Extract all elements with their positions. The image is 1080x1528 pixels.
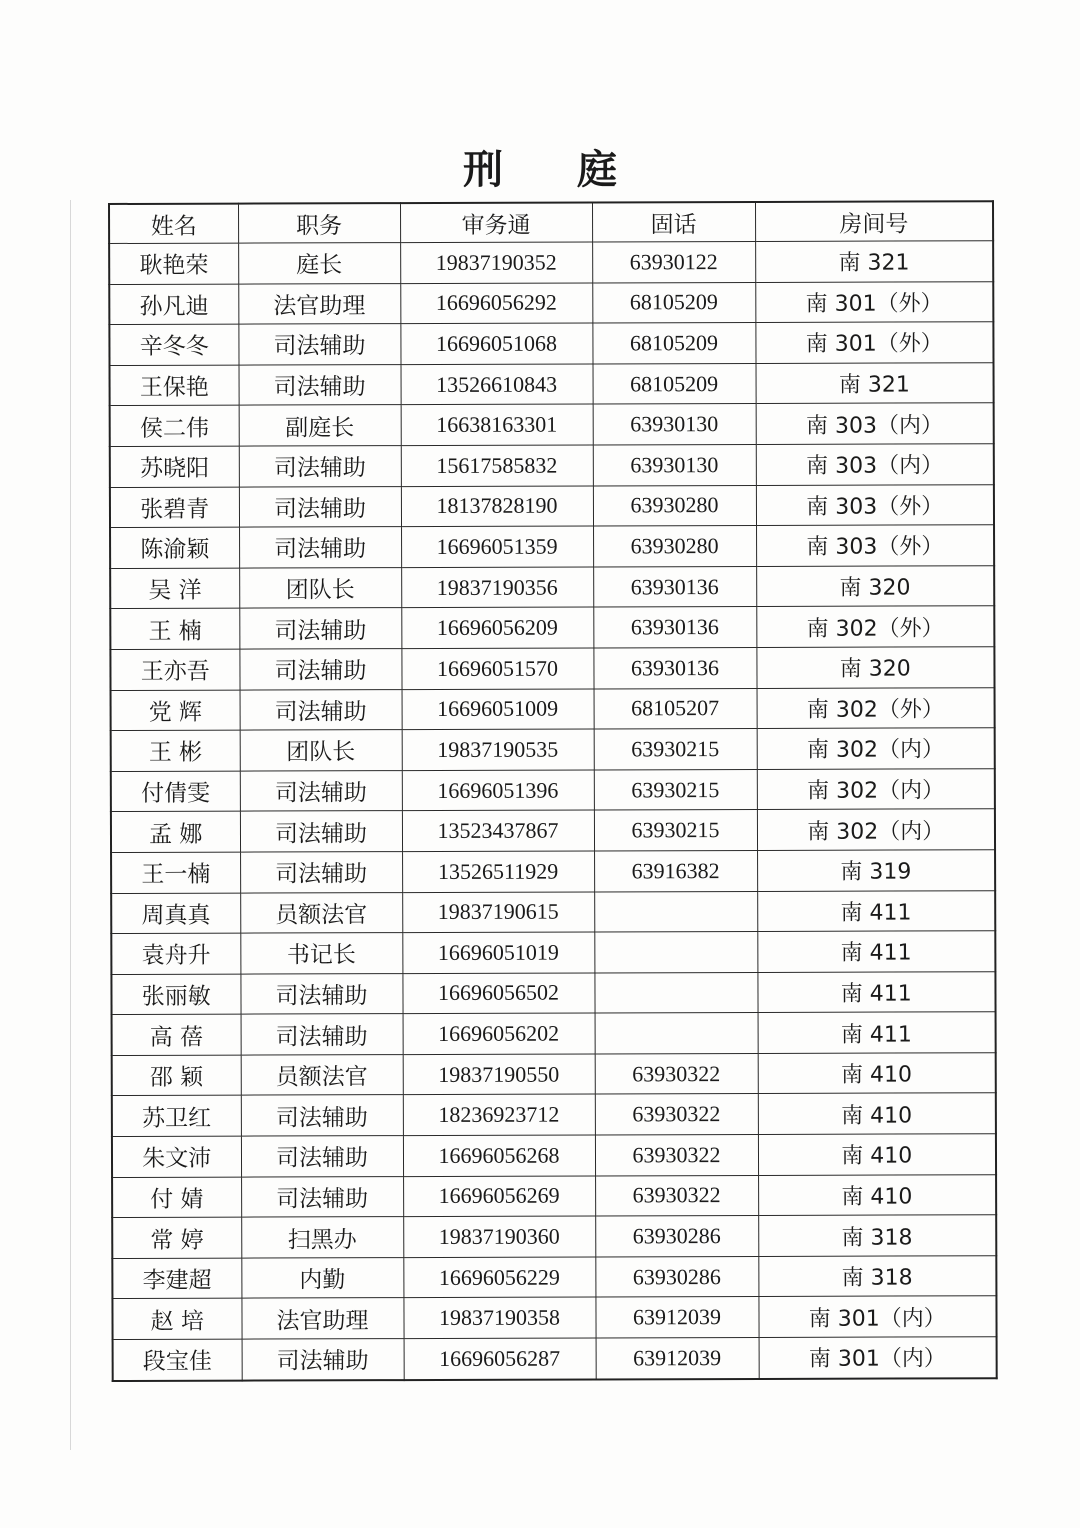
cell-name: 耿艳荣 <box>109 243 238 284</box>
cell-room: 南 303（外） <box>756 525 994 566</box>
table-row <box>110 606 994 649</box>
cell-landline: 63930280 <box>593 526 756 567</box>
cell-name: 高 蓓 <box>112 1014 241 1055</box>
table-row <box>110 565 994 608</box>
cell-role: 团队长 <box>240 730 402 771</box>
cell-role: 司法辅助 <box>241 1176 403 1217</box>
cell-role: 员额法官 <box>240 892 402 933</box>
table-row <box>110 525 994 568</box>
table-row <box>112 1093 996 1136</box>
table-header-row <box>109 201 993 243</box>
cell-role: 司法辅助 <box>240 689 402 730</box>
cell-room: 南 321 <box>755 241 993 282</box>
cell-role: 司法辅助 <box>240 973 402 1014</box>
cell-role: 司法辅助 <box>241 1014 403 1055</box>
cell-room: 南 319 <box>757 850 995 891</box>
table-row <box>112 1256 996 1299</box>
cell-mobile: 16696056268 <box>403 1135 595 1176</box>
cell-name: 付 婧 <box>112 1177 241 1218</box>
cell-landline: 63930280 <box>593 485 756 526</box>
table-row <box>111 890 995 933</box>
cell-name: 朱文沛 <box>112 1136 241 1177</box>
cell-role: 司法辅助 <box>238 324 400 365</box>
cell-mobile: 16638163301 <box>401 404 593 445</box>
cell-landline: 63930322 <box>595 1135 758 1176</box>
cell-role: 司法辅助 <box>242 1339 404 1381</box>
cell-role: 司法辅助 <box>239 527 401 568</box>
cell-name: 周真真 <box>111 893 240 934</box>
cell-name: 王保艳 <box>110 365 239 406</box>
cell-room: 南 411 <box>757 890 995 931</box>
cell-mobile: 18236923712 <box>403 1094 595 1135</box>
cell-name: 袁舟升 <box>111 933 240 974</box>
cell-mobile: 13526610843 <box>401 364 593 405</box>
cell-mobile: 19837190358 <box>403 1297 595 1338</box>
binding-margin-line <box>70 200 71 1450</box>
cell-mobile: 13526511929 <box>402 851 594 892</box>
cell-name: 张碧青 <box>110 487 239 528</box>
cell-room: 南 302（外） <box>756 606 994 647</box>
cell-name: 常 婷 <box>112 1217 241 1258</box>
cell-room: 南 302（内） <box>757 728 995 769</box>
cell-room: 南 303（外） <box>756 484 994 525</box>
cell-mobile: 15617585832 <box>401 445 593 486</box>
cell-role: 司法辅助 <box>240 851 402 892</box>
cell-role: 司法辅助 <box>239 486 401 527</box>
cell-role: 司法辅助 <box>241 1095 403 1136</box>
cell-landline: 63930215 <box>594 769 757 810</box>
cell-landline: 63916382 <box>594 850 757 891</box>
cell-role: 司法辅助 <box>239 649 401 690</box>
cell-landline: 63912039 <box>596 1337 759 1379</box>
header-name: 姓名 <box>109 204 238 244</box>
table-row <box>111 971 995 1014</box>
cell-landline: 63930322 <box>595 1053 758 1094</box>
table-row <box>111 687 995 730</box>
cell-mobile: 19837190352 <box>400 242 592 283</box>
cell-room: 南 320 <box>756 565 994 606</box>
table-row <box>110 484 994 527</box>
cell-landline: 63930122 <box>592 241 755 282</box>
cell-name: 苏晓阳 <box>110 446 239 487</box>
table-row <box>112 1053 996 1096</box>
cell-mobile: 19837190615 <box>402 891 594 932</box>
cell-name: 侯二伟 <box>110 405 239 446</box>
cell-room: 南 301（内） <box>758 1296 996 1337</box>
cell-landline: 63912039 <box>595 1297 758 1338</box>
cell-mobile: 16696056202 <box>403 1013 595 1054</box>
cell-landline <box>595 1013 758 1054</box>
table-row <box>111 809 995 852</box>
table-row <box>110 647 994 690</box>
cell-landline <box>594 932 757 973</box>
cell-mobile: 19837190356 <box>401 567 593 608</box>
cell-room: 南 410 <box>758 1134 996 1175</box>
cell-landline: 63930322 <box>595 1175 758 1216</box>
cell-landline: 63930286 <box>595 1256 758 1297</box>
cell-room: 南 303（内） <box>756 403 994 444</box>
cell-name: 王一楠 <box>111 852 240 893</box>
cell-mobile: 19837190535 <box>402 729 594 770</box>
cell-mobile: 16696056269 <box>403 1176 595 1217</box>
cell-name: 苏卫红 <box>112 1096 241 1137</box>
cell-name: 王亦吾 <box>110 649 239 690</box>
cell-role: 员额法官 <box>241 1054 403 1095</box>
cell-room: 南 411 <box>758 1012 996 1053</box>
cell-name: 赵 培 <box>112 1299 241 1340</box>
cell-mobile: 16696051009 <box>402 689 594 730</box>
cell-mobile: 18137828190 <box>401 486 593 527</box>
table-row <box>110 403 994 446</box>
cell-role: 司法辅助 <box>239 364 401 405</box>
table-row <box>111 768 995 811</box>
cell-role: 扫黑办 <box>241 1217 403 1258</box>
table-row <box>111 850 995 893</box>
cell-mobile: 16696056229 <box>403 1257 595 1298</box>
cell-mobile: 16696051019 <box>402 932 594 973</box>
cell-landline: 63930136 <box>593 607 756 648</box>
table-row <box>113 1337 997 1381</box>
table-row <box>112 1296 996 1339</box>
table-row <box>112 1134 996 1177</box>
cell-role: 司法辅助 <box>240 811 402 852</box>
cell-landline <box>594 972 757 1013</box>
page-title: 刑 庭 <box>463 146 647 193</box>
cell-room: 南 302（内） <box>757 768 995 809</box>
cell-role: 司法辅助 <box>241 1136 403 1177</box>
table-row <box>112 1174 996 1217</box>
cell-landline: 63930322 <box>595 1094 758 1135</box>
cell-room: 南 302（外） <box>757 687 995 728</box>
cell-role: 法官助理 <box>241 1298 403 1339</box>
cell-role: 书记长 <box>240 933 402 974</box>
cell-role: 司法辅助 <box>240 770 402 811</box>
table-row <box>109 241 993 284</box>
cell-mobile: 16696056209 <box>401 607 593 648</box>
cell-landline: 63930130 <box>593 404 756 445</box>
cell-name: 辛冬冬 <box>109 324 238 365</box>
header-room: 房间号 <box>755 201 993 241</box>
cell-name: 李建超 <box>112 1258 241 1299</box>
cell-room: 南 301（内） <box>759 1337 997 1379</box>
cell-landline: 68105209 <box>592 323 755 364</box>
cell-name: 孙凡迪 <box>109 284 238 325</box>
cell-mobile: 19837190360 <box>403 1216 595 1257</box>
header-role: 职务 <box>238 203 400 243</box>
cell-landline: 63930215 <box>594 729 757 770</box>
cell-landline <box>594 891 757 932</box>
cell-room: 南 410 <box>758 1053 996 1094</box>
cell-room: 南 301（外） <box>755 322 993 363</box>
cell-room: 南 410 <box>758 1174 996 1215</box>
cell-landline: 63930136 <box>593 647 756 688</box>
table-row <box>109 322 993 365</box>
cell-name: 陈渝颖 <box>110 527 239 568</box>
cell-name: 张丽敏 <box>111 974 240 1015</box>
cell-room: 南 411 <box>757 971 995 1012</box>
cell-landline: 68105209 <box>593 363 756 404</box>
cell-landline: 68105207 <box>594 688 757 729</box>
cell-role: 法官助理 <box>238 283 400 324</box>
table-row <box>110 363 994 406</box>
cell-room: 南 318 <box>758 1256 996 1297</box>
table-row <box>111 728 995 771</box>
cell-room: 南 411 <box>757 931 995 972</box>
cell-landline: 63930130 <box>593 444 756 485</box>
cell-mobile: 16696051068 <box>400 323 592 364</box>
cell-mobile: 13523437867 <box>402 810 594 851</box>
cell-mobile: 16696056287 <box>404 1338 596 1380</box>
cell-mobile: 16696051396 <box>402 770 594 811</box>
cell-role: 庭长 <box>238 243 400 284</box>
cell-name: 王 楠 <box>110 608 239 649</box>
cell-landline: 63930215 <box>594 810 757 851</box>
cell-mobile: 19837190550 <box>403 1054 595 1095</box>
cell-role: 司法辅助 <box>239 446 401 487</box>
staff-directory-table <box>108 200 998 1381</box>
cell-room: 南 320 <box>756 647 994 688</box>
cell-room: 南 303（内） <box>756 444 994 485</box>
cell-room: 南 301（外） <box>755 281 993 322</box>
cell-role: 团队长 <box>239 567 401 608</box>
cell-room: 南 302（内） <box>757 809 995 850</box>
cell-mobile: 16696051359 <box>401 526 593 567</box>
cell-role: 内勤 <box>241 1257 403 1298</box>
cell-name: 吴 洋 <box>110 568 239 609</box>
table-row <box>112 1215 996 1258</box>
table-row <box>112 1012 996 1055</box>
header-mobile: 审务通 <box>400 202 592 242</box>
cell-landline: 63930136 <box>593 566 756 607</box>
cell-role: 副庭长 <box>239 405 401 446</box>
table-row <box>111 931 995 974</box>
table-row <box>109 281 993 324</box>
cell-name: 王 彬 <box>111 730 240 771</box>
cell-name: 段宝佳 <box>113 1339 242 1380</box>
cell-room: 南 321 <box>756 363 994 404</box>
cell-name: 孟 娜 <box>111 811 240 852</box>
cell-mobile: 16696051570 <box>401 648 593 689</box>
cell-landline: 63930286 <box>595 1216 758 1257</box>
cell-role: 司法辅助 <box>239 608 401 649</box>
cell-mobile: 16696056292 <box>400 283 592 324</box>
cell-room: 南 318 <box>758 1215 996 1256</box>
cell-name: 党 辉 <box>111 690 240 731</box>
cell-landline: 68105209 <box>592 282 755 323</box>
cell-room: 南 410 <box>758 1093 996 1134</box>
cell-name: 邵 颖 <box>112 1055 241 1096</box>
cell-mobile: 16696056502 <box>402 973 594 1014</box>
header-landline: 固话 <box>592 202 755 242</box>
cell-name: 付倩雯 <box>111 771 240 812</box>
table-row <box>110 444 994 487</box>
